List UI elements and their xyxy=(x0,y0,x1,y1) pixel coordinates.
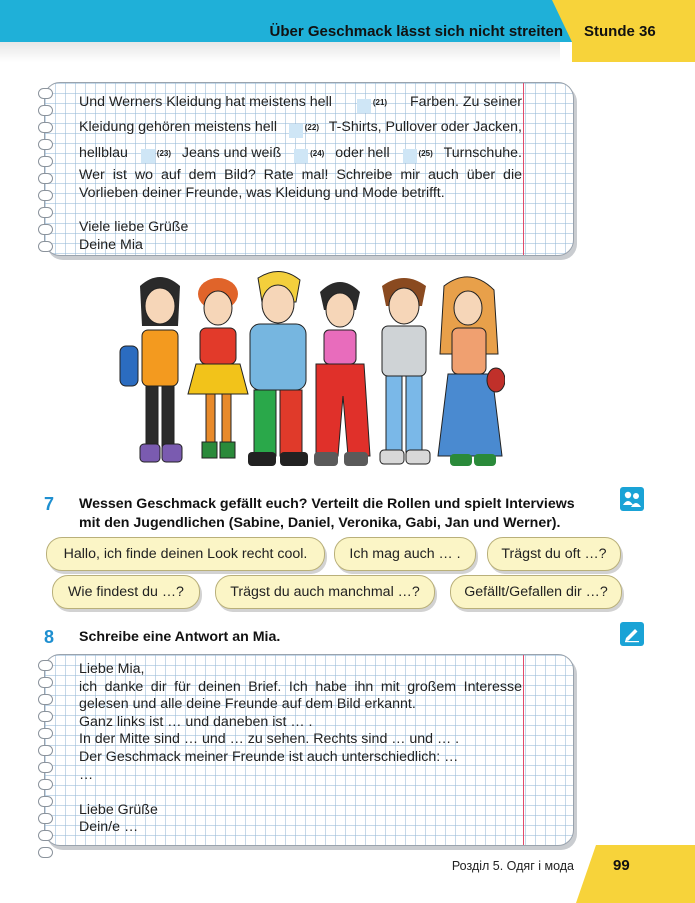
letter-line: gelesen und alle deine Freunde auf dem Bild erkannt. xyxy=(79,696,416,713)
page-title: Über Geschmack lässt sich nicht streiten xyxy=(269,23,563,40)
phrase-bubble: Ich mag auch … . xyxy=(334,537,476,571)
letter-top-text xyxy=(79,94,522,254)
answer-blank[interactable] xyxy=(357,99,371,113)
pair-work-icon xyxy=(620,487,644,511)
lesson-label: Stunde 36 xyxy=(584,23,656,40)
letter-line: Ganz links ist … und daneben ist … . xyxy=(79,713,313,730)
teenagers-illustration xyxy=(110,266,505,474)
page-tab-corner xyxy=(576,845,596,903)
letter-line: Liebe Mia, xyxy=(79,661,145,677)
phrase-bubble: Gefällt/Gefallen dir …? xyxy=(450,575,622,609)
phrase-bubble: Trägst du oft …? xyxy=(487,537,621,571)
notebook-rings xyxy=(38,88,64,258)
lesson-tab-corner xyxy=(552,0,572,42)
teen-figure xyxy=(380,278,430,464)
answer-blank[interactable] xyxy=(294,149,308,163)
teen-figure xyxy=(188,278,248,458)
teen-figure xyxy=(248,271,308,466)
pencil-icon xyxy=(620,622,644,646)
task-instruction: Schreibe eine Antwort an Mia. xyxy=(79,629,281,645)
page-tab xyxy=(596,845,695,903)
teen-figure xyxy=(438,277,505,466)
letter-line: Kleidung gehören meistens hell $^{(22)}$ T-Shirts, Pullover oder Jacken, xyxy=(79,119,522,141)
letter-line xyxy=(79,784,522,802)
letter-signature: Deine Mia xyxy=(79,236,143,253)
footer-section: Розділ 5. Одяг і мода xyxy=(451,859,574,873)
letter-line: Vorlieben deiner Freunde, was Kleidung und Mode betrifft. xyxy=(79,184,445,201)
letter-line: Wer ist wo auf dem Bild? Rate mal! Schreibe mir auch über die xyxy=(79,166,522,183)
letter-line: Und Werners Kleidung hat meistens hell $^{(21)}$ Farben. Zu seiner xyxy=(79,94,522,116)
task-number: 8 xyxy=(44,627,55,647)
task-number: 7 xyxy=(44,494,55,514)
teen-figure xyxy=(314,282,370,466)
letter-greeting: Viele liebe Grüße xyxy=(79,219,189,236)
letter-line: Der Geschmack meiner Freunde ist auch unterschiedlich: … xyxy=(79,748,459,765)
letter-greeting: Liebe Grüße xyxy=(79,801,158,818)
letter-signature: Dein/e … xyxy=(79,819,139,836)
letter-bottom-text xyxy=(79,661,522,837)
phrase-bubble: Wie findest du …? xyxy=(52,575,200,609)
answer-blank[interactable] xyxy=(141,149,155,163)
task-instruction: Wessen Geschmack gefällt euch? Verteilt die Rollen und spielt Interviews mit den Jugendlichen (Sabine, Daniel, Veronika, Gabi, Jan und Werner). xyxy=(79,496,575,531)
letter-line: ich danke dir für deinen Brief. Ich habe ihn mit großem Interesse xyxy=(79,678,522,695)
phrase-bubble: Trägst du auch manchmal …? xyxy=(215,575,435,609)
phrase-bubble: Hallo, ich finde deinen Look recht cool. xyxy=(46,537,325,571)
answer-blank[interactable] xyxy=(403,149,417,163)
teen-figure xyxy=(120,277,182,462)
page-number: 99 xyxy=(613,857,630,874)
answer-blank[interactable] xyxy=(289,124,303,138)
letter-line: In der Mitte sind … und … zu sehen. Rechts sind … und … . xyxy=(79,731,460,748)
header-shadow xyxy=(0,42,560,62)
letter-line: hellblau $^{(23)}$ Jeans und weiß $^{(24)}$ oder hell $^{(25)}$ Turnschuhe. xyxy=(79,145,522,167)
notebook-rings xyxy=(38,660,64,864)
letter-line: … xyxy=(79,766,94,783)
